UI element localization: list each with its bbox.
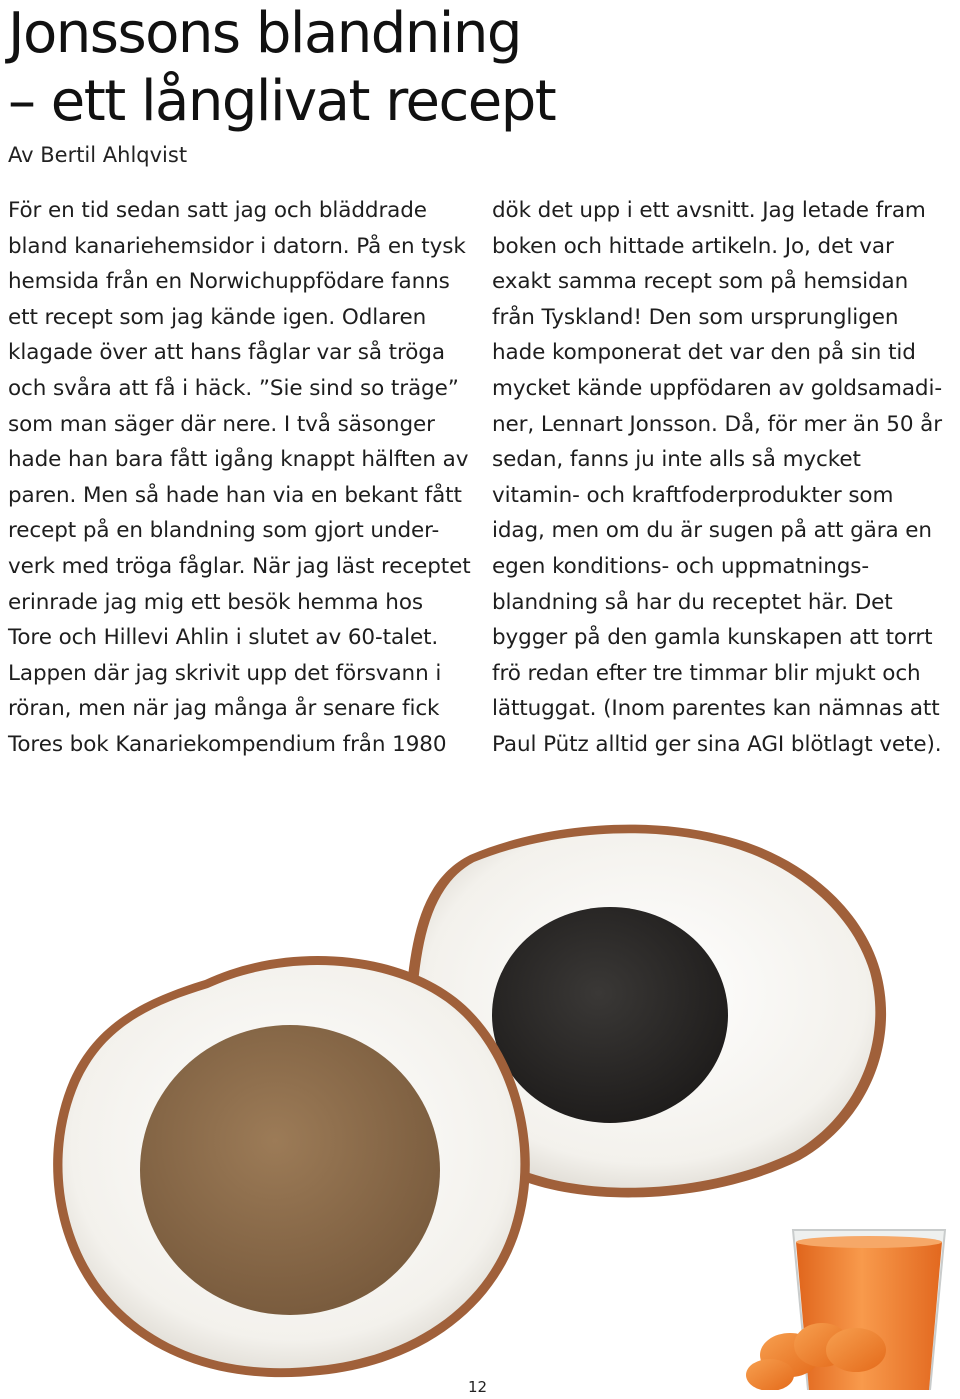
body-text-line: Tore och Hillevi Ahlin i slutet av 60-talet. (8, 625, 439, 651)
body-text-line: verk med tröga fåglar. När jag läst receptet (8, 553, 471, 579)
article-title (8, 0, 555, 136)
body-text-line: bygger på den gamla kunskapen att torrt (492, 625, 933, 651)
seed-plates-photo (0, 790, 960, 1390)
article-body-left-column (8, 193, 478, 763)
body-text-line: exakt samma recept som på hemsidan (492, 269, 909, 295)
body-text-line: hemsida från en Norwichuppfödare fanns (8, 269, 450, 295)
light-seed-plate (53, 956, 530, 1377)
body-text-line: recept på en blandning som gjort under- (8, 518, 440, 544)
body-text-line: boken och hittade artikeln. Jo, det var (492, 233, 894, 259)
body-text-line: blandning så har du receptet här. Det (492, 589, 893, 615)
body-text-line: egen konditions- och uppmatnings- (492, 553, 870, 579)
body-text-line: som man säger där nere. I två säsonger (8, 411, 435, 437)
body-text-line: För en tid sedan satt jag och bläddrade (8, 198, 427, 223)
body-text-line: röran, men när jag många år senare fick (8, 696, 440, 722)
body-text-line: bland kanariehemsidor i datorn. På en tysk (8, 233, 466, 259)
body-text-line: Paul Pütz alltid ger sina AGI blötlagt vete). (492, 731, 942, 757)
body-text-line: från Tyskland! Den som ursprungligen (492, 304, 899, 330)
article-byline: Av Bertil Ahlqvist (8, 143, 188, 167)
body-text-line: frö redan efter tre timmar blir mjukt och (492, 660, 921, 686)
body-text-line: idag, men om du är sugen på att gära en (492, 518, 932, 544)
body-text-line: ner, Lennart Jonsson. Då, för mer än 50 år (492, 411, 942, 437)
body-text-line: hade komponerat det var den på sin tid (492, 340, 916, 366)
body-text-line: dök det upp i ett avsnitt. Jag letade fram (492, 198, 926, 223)
body-text-line: hade han bara fått igång knappt hälften av (8, 447, 469, 473)
body-text-line: lättuggat. (Inom parentes kan nämnas att (492, 696, 940, 722)
body-text-line: och svåra att få i häck. ”Sie sind so träge” (8, 375, 459, 401)
body-text-line: Tores bok Kanariekompendium från 1980 (8, 731, 447, 757)
light-seeds (140, 1025, 440, 1315)
body-text-line: sedan, fanns ju inte alls så mycket (492, 447, 861, 473)
body-text-line: klagade över att hans fåglar var så tröga (8, 340, 445, 366)
article-body-right-column (492, 193, 960, 763)
title-line-2: – ett långlivat recept (8, 69, 556, 134)
body-text-line: Lappen där jag skrivit upp det försvann i (8, 660, 442, 686)
body-text-line: ett recept som jag kände igen. Odlaren (8, 304, 427, 330)
body-text-line: erinrade jag mig ett besök hemma hos (8, 589, 423, 615)
body-text-line: vitamin- och kraftfoderprodukter som (492, 482, 894, 508)
title-line-1: Jonssons blandning (8, 1, 521, 66)
body-text-line: mycket kände uppfödaren av goldsamadi- (492, 375, 942, 401)
body-text-line: paren. Men så hade han via en bekant fått (8, 482, 462, 508)
dark-seeds (492, 907, 728, 1123)
page-number: 12 (468, 1378, 488, 1396)
